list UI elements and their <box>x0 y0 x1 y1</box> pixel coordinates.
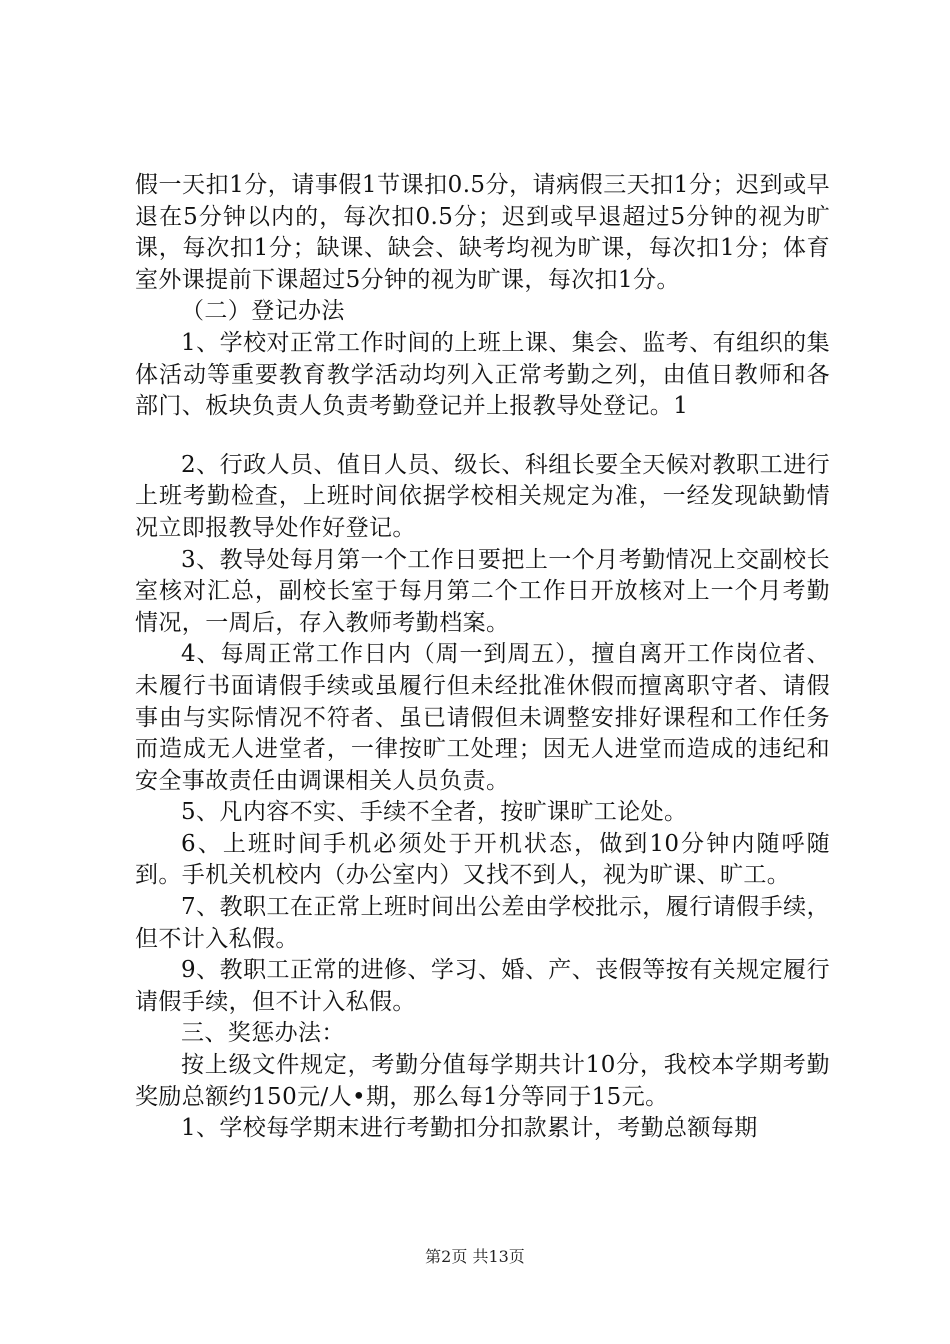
paragraph-rewards-intro: 按上级文件规定，考勤分值每学期共计10分，我校本学期考勤奖励总额约150元/人•期，那么每1分等同于15元。 <box>135 1052 830 1110</box>
section-heading-rewards: 三、奖惩办法： <box>181 1020 345 1047</box>
paragraph-item-9: 9、教职工正常的进修、学习、婚、产、丧假等按有关规定履行请假手续，但不计入私假。 <box>135 957 830 1015</box>
paragraph-item-2: 2、行政人员、值日人员、级长、科组长要全天候对教职工进行上班考勤检查，上班时间依据学校相关规定为准，一经发现缺勤情况立即报教导处作好登记。 <box>135 451 830 541</box>
paragraph-item-5: 5、凡内容不实、手续不全者，按旷课旷工论处。 <box>181 799 688 826</box>
paragraph-rewards-item-1: 1、学校每学期末进行考勤扣分扣款累计，考勤总额每期 <box>181 1115 758 1142</box>
paragraph-item-1: 1、学校对正常工作时间的上班上课、集会、监考、有组织的集体活动等重要教育教学活动均列入正常考勤之列，由值日教师和各部门、板块负责人负责考勤登记并上报教导处登记。1 <box>135 329 830 420</box>
paragraph-gap <box>135 423 830 450</box>
paragraph-item-7: 7、教职工在正常上班时间出公差由学校批示，履行请假手续，但不计入私假。 <box>135 894 830 952</box>
paragraph-deduction-rules: 假一天扣1分，请事假1节课扣0.5分，请病假三天扣1分；迟到或早退在5分钟以内的，每次扣0.5分；迟到或早退超过5分钟的视为旷课，每次扣1分；缺课、缺会、缺考均视为旷课，每次扣1分；体育室外课提前下课超过5分钟的视为旷课，每次扣1分。 <box>135 172 830 293</box>
paragraph-item-3: 3、教导处每月第一个工作日要把上一个月考勤情况上交副校长室核对汇总，副校长室于每月第二个工作日开放核对上一个月考勤情况，一周后，存入教师考勤档案。 <box>135 546 830 636</box>
section-heading-registration: （二）登记办法 <box>181 298 345 325</box>
paragraph-item-6: 6、上班时间手机必须处于开机状态，做到10分钟内随呼随到。手机关机校内（办公室内）又找不到人，视为旷课、旷工。 <box>135 830 830 889</box>
page-footer: 第2页 共13页 <box>425 1247 525 1266</box>
document-body <box>135 170 830 1145</box>
paragraph-item-4: 4、每周正常工作日内（周一到周五），擅自离开工作岗位者、未履行书面请假手续或虽履行但未经批准休假而擅离职守者、请假事由与实际情况不符者、虽已请假但未调整安排好课程和工作任务而造成无人进堂者，一律按旷工处理；因无人进堂而造成的违纪和安全事故责任由调课相关人员负责。 <box>135 641 830 794</box>
